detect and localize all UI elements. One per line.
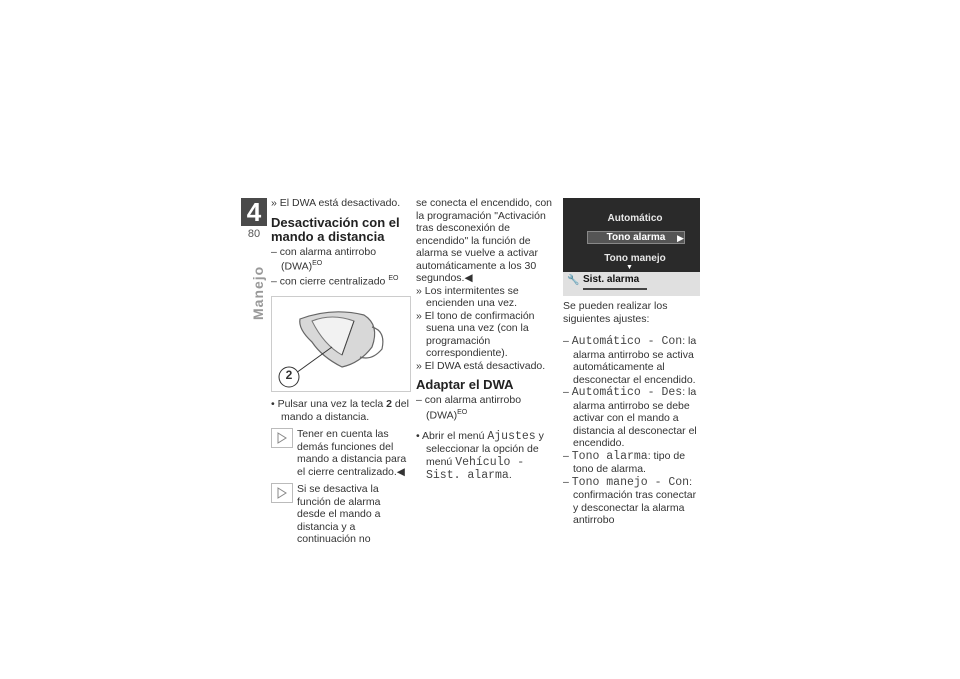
bullet-item: • Pulsar una vez la tecla 2 del mando a distancia. bbox=[271, 398, 409, 423]
note-text: Tener en cuenta las demás funciones del mando a distancia para el cierre centralizado.◀ bbox=[297, 428, 407, 478]
display-underline bbox=[583, 288, 647, 290]
chevron-down-icon: ▼ bbox=[626, 264, 633, 271]
note-block bbox=[271, 428, 409, 478]
note-block bbox=[271, 483, 409, 546]
column-1 bbox=[271, 197, 409, 548]
dash-item: – Tono manejo - Con: confirmación tras conectar y desconectar la alarma antirrobo bbox=[563, 475, 697, 526]
dash-item: – Automático - Des: la alarma antirrobo se debe activar con el mando a distancia al desconectar el encendido. bbox=[563, 386, 697, 449]
chapter-number: 4 bbox=[241, 198, 267, 226]
remote-key-figure bbox=[271, 296, 411, 392]
result-line: » Los intermitentes se encienden una vez. bbox=[416, 284, 519, 309]
display-title: Sist. alarma bbox=[583, 274, 640, 285]
paragraph: se conecta el encendido, con la programación "Activación tras desconexión de encendido" la función de alarma se vuelve a activar automáticamente a los 30 segundos.◀ bbox=[416, 197, 553, 284]
column-2 bbox=[416, 197, 554, 483]
bullet-item: • Abrir el menú Ajustes y seleccionar la opción de menú Vehículo - Sist. alarma. bbox=[416, 429, 544, 482]
chevron-right-icon: ▶ bbox=[677, 233, 684, 243]
chapter-title: Manejo bbox=[250, 265, 266, 320]
figure-callout-label: 2 bbox=[285, 368, 293, 382]
section-heading-desactivacion: Desactivación con el mando a distancia bbox=[271, 214, 400, 244]
wrench-icon: 🔧 bbox=[567, 275, 580, 286]
display-menu-item-tono-manejo: Tono manejo bbox=[604, 253, 666, 264]
dash-item: – con cierre centralizado $^{EO}$ bbox=[271, 275, 399, 288]
note-triangle-icon bbox=[271, 483, 293, 503]
section-heading-adaptar: Adaptar el DWA bbox=[416, 377, 514, 392]
page-number: 80 bbox=[247, 228, 261, 240]
result-line: » El tono de confirmación suena una vez (con la programación correspondiente). bbox=[416, 309, 535, 359]
column-3 bbox=[563, 300, 703, 527]
note-text: Si se desactiva la función de alarma desde el mando a distancia y a continuación no bbox=[297, 483, 381, 545]
result-line: » El DWA está desactivado. bbox=[271, 197, 401, 209]
paragraph: Se pueden realizar los siguientes ajustes: bbox=[563, 300, 668, 325]
tft-display-figure bbox=[563, 198, 700, 296]
result-line: » El DWA está desactivado. bbox=[416, 359, 546, 372]
display-menu-item-tono-alarma: Tono alarma bbox=[587, 231, 685, 244]
dash-item: – Automático - Con: la alarma antirrobo se activa automáticamente al desconectar el encendido. bbox=[563, 335, 697, 386]
note-triangle-icon bbox=[271, 428, 293, 448]
dash-item: – Tono alarma: tipo de tono de alarma. bbox=[563, 449, 686, 475]
dash-item: – con alarma antirrobo (DWA)$^{EO}$ bbox=[271, 245, 377, 273]
display-menu-item-automatico: Automático bbox=[607, 213, 663, 224]
dash-item: – con alarma antirrobo (DWA)$^{EO}$ bbox=[416, 394, 522, 421]
display-title-bar bbox=[563, 272, 700, 296]
